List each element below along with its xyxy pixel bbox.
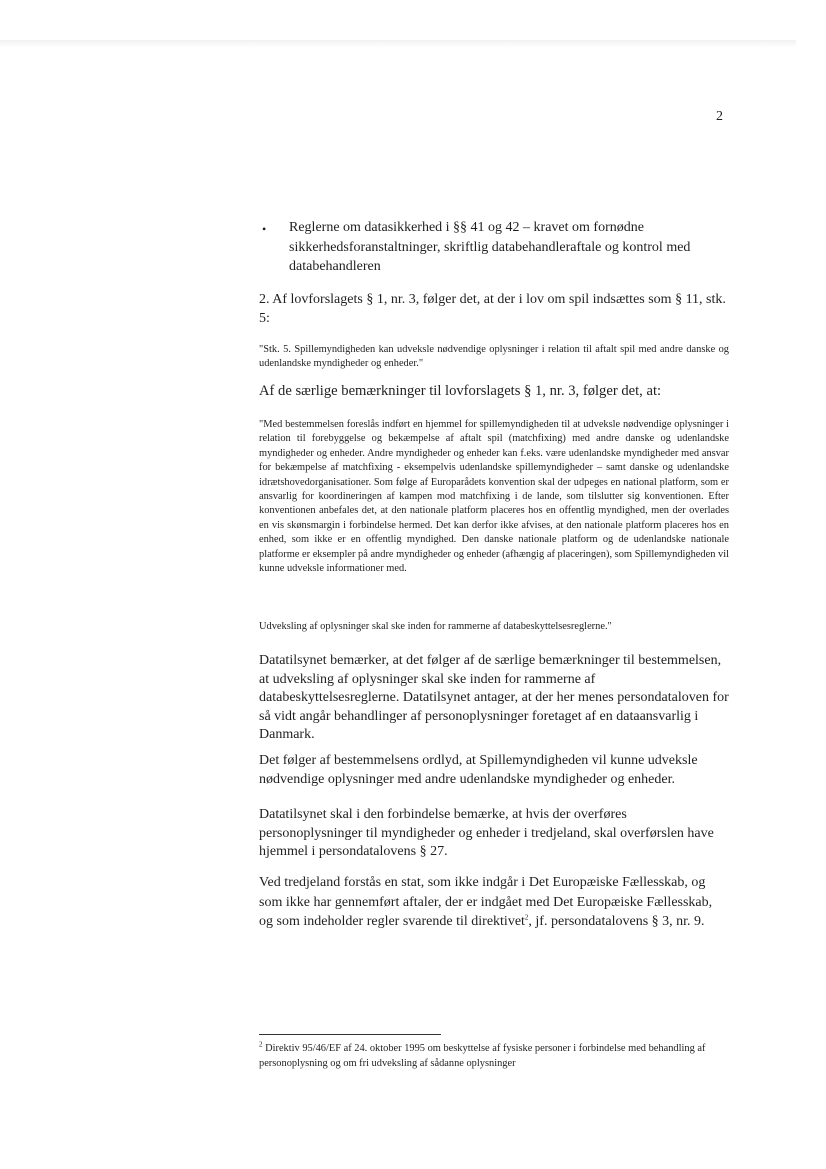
bullet-icon: •	[262, 222, 267, 236]
footnote-marker: 2	[259, 1040, 263, 1049]
footnote	[259, 1042, 729, 1071]
paragraph-4	[259, 873, 729, 932]
footnote-divider	[259, 1034, 441, 1035]
quote-stk5: "Stk. 5. Spillemyndigheden kan udveksle nødvendige oplysninger i relation til aftalt spil med andre danske og udenlandske myndigheder og enheder."	[259, 344, 729, 370]
paragraph-1: Datatilsynet bemærker, at det følger af de særlige bemærkninger til bestemmelsen, at udveksling af oplysninger skal ske inden for rammerne af databeskyttelsesreglerne. Datatilsynet antager, at der her menes persondataloven for så vidt angår behandlinger af personoplysninger foretaget af en dataansvarlig i Danmark.	[259, 653, 729, 742]
paragraph-2: Det følger af bestemmelsens ordlyd, at Spillemyndigheden vil kunne udveksle nødvendige oplysninger med andre udenlandske myndigheder og enheder.	[259, 753, 698, 787]
page-number: 2	[716, 109, 723, 124]
quote-remarks: "Med bestemmelsen foreslås indført en hjemmel for spillemyndigheden til at udveksle nødvendige oplysninger i relation til forebyggelse og bekæmpelse af aftalt spil (matchfixing) med andre danske og udenlandske myndigheder og enheder. Andre myndigheder og enheder kan f.eks. være udenlandske myndigheder med ansvar for bekæmpelse af matchfixing - eksempelvis udenlandske spillemyndigheder – samt danske og udenlandske idrætshovedorganisationer. Som følge af Europarådets konvention skal der udpeges en national platform, som er ansvarlig for koordineringen af kampen mod matchfixing i de lande, som tilslutter sig konventionen. Efter konventionen anbefales det, at den nationale platform placeres hos en offentlig myndighed, men der overlades en vis skønsmargin i forbindelse hermed. Det kan derfor ikke afvises, at den nationale platform placeres hos en enhed, som ikke er en offentlig myndighed. Den danske nationale platform og de udenlandske nationale platforme er eksempler på andre myndigheder og enheder (afhængig af placeringen), som Spillemyndigheden vil kunne udveksle informationer med.	[259, 419, 729, 575]
bullet-text: Reglerne om datasikkerhed i §§ 41 og 42 – kravet om fornødne sikkerhedsforanstaltninger, skriftlig databehandleraftale og kontrol med databehandleren	[289, 220, 691, 274]
quote-remarks-end: Udveksling af oplysninger skal ske inden for rammerne af databeskyttelsesreglerne."	[259, 621, 612, 632]
paragraph-3: Datatilsynet skal i den forbindelse bemærke, at hvis der overføres personoplysninger til myndigheder og enheder i tredjeland, skal overførslen have hjemmel i persondatalovens § 27.	[259, 807, 714, 859]
paragraph-4-text: Ved tredjeland forstås en stat, som ikke indgår i Det Europæiske Fællesskab, og som ikke har gennemført aftaler, der er indgået med Det Europæiske Fællesskab, og som indeholder regler svarende til direktivet	[259, 875, 713, 929]
remarks-heading: Af de særlige bemærkninger til lovforslagets § 1, nr. 3, følger det, at:	[259, 383, 662, 399]
footnote-reference[interactable]: 2	[524, 913, 529, 922]
footnote-text: Direktiv 95/46/EF af 24. oktober 1995 om beskyttelse af fysiske personer i forbindelse med behandling af personoplysning og om fri udveksling af sådanne oplysninger	[259, 1043, 706, 1069]
paragraph-4-text-end: , jf. persondatalovens § 3, nr. 9.	[528, 914, 705, 929]
scan-edge-shadow	[0, 40, 796, 48]
section-2-text: 2. Af lovforslagets § 1, nr. 3, følger det, at der i lov om spil indsættes som § 11, stk. 5:	[259, 292, 726, 326]
